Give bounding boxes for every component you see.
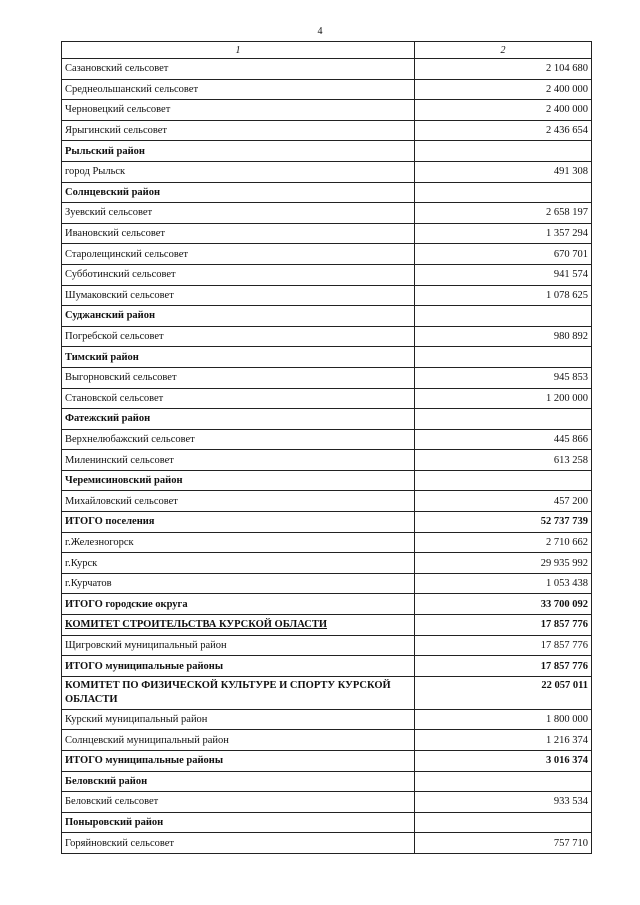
row-value: 1 200 000: [415, 388, 592, 409]
row-value: 22 057 011: [415, 676, 592, 709]
row-name: Ивановский сельсовет: [62, 223, 415, 244]
row-value: 29 935 992: [415, 553, 592, 574]
row-value: 457 200: [415, 491, 592, 512]
total-row: [62, 594, 592, 615]
row-name: Старолещинский сельсовет: [62, 244, 415, 265]
row-name: г.Железногорск: [62, 532, 415, 553]
row-value: 445 866: [415, 429, 592, 450]
row-name: Михайловский сельсовет: [62, 491, 415, 512]
row-value: 2 658 197: [415, 203, 592, 224]
table-row: [62, 450, 592, 471]
row-name: Фатежский район: [62, 409, 415, 430]
row-value: 941 574: [415, 264, 592, 285]
table-row: [62, 573, 592, 594]
row-value: [415, 812, 592, 833]
table-body: [62, 59, 592, 854]
row-name: Горяйновский сельсовет: [62, 833, 415, 854]
row-name: Миленинский сельсовет: [62, 450, 415, 471]
row-name: КОМИТЕТ СТРОИТЕЛЬСТВА КУРСКОЙ ОБЛАСТИ: [65, 619, 328, 631]
district-heading-row: [62, 306, 592, 327]
row-name: Солнцевский район: [62, 182, 415, 203]
row-name: Курский муниципальный район: [62, 709, 415, 730]
district-heading-row: [62, 347, 592, 368]
row-name: Рыльский район: [62, 141, 415, 162]
row-name: ИТОГО муниципальные районы: [62, 656, 415, 677]
row-value: 2 710 662: [415, 532, 592, 553]
table-row: [62, 59, 592, 80]
row-value: [415, 470, 592, 491]
table-row: [62, 491, 592, 512]
table-row: [62, 100, 592, 121]
row-name: Черемисиновский район: [62, 470, 415, 491]
row-name: ИТОГО поселения: [62, 512, 415, 533]
row-value: 33 700 092: [415, 594, 592, 615]
table-row: [62, 285, 592, 306]
row-name: Субботинский сельсовет: [62, 264, 415, 285]
row-value: 1 053 438: [415, 573, 592, 594]
row-name: Черновецкий сельсовет: [62, 100, 415, 121]
row-value: 670 701: [415, 244, 592, 265]
row-name: Среднеольшанский сельсовет: [62, 79, 415, 100]
row-value: [415, 141, 592, 162]
row-value: 2 400 000: [415, 100, 592, 121]
table-row: [62, 833, 592, 854]
district-heading-row: [62, 182, 592, 203]
table-row: [62, 553, 592, 574]
committee-heading-row: [62, 676, 592, 709]
district-heading-row: [62, 409, 592, 430]
row-name: г.Курчатов: [62, 573, 415, 594]
row-name: Ярыгинский сельсовет: [62, 120, 415, 141]
row-value: [415, 409, 592, 430]
row-value: 2 400 000: [415, 79, 592, 100]
row-value: 2 104 680: [415, 59, 592, 80]
row-name: Тимский район: [62, 347, 415, 368]
district-heading-row: [62, 771, 592, 792]
header-row: [62, 42, 592, 59]
row-name: Погребской сельсовет: [62, 326, 415, 347]
row-value: 933 534: [415, 792, 592, 813]
table-row: [62, 223, 592, 244]
row-value: 52 737 739: [415, 512, 592, 533]
row-name: Шумаковский сельсовет: [62, 285, 415, 306]
page-number: 4: [317, 26, 323, 37]
row-value: 17 857 776: [415, 635, 592, 656]
allocation-table: [61, 41, 592, 854]
column-header-1: 1: [62, 42, 415, 59]
row-value: 757 710: [415, 833, 592, 854]
table-row: [62, 429, 592, 450]
total-row: [62, 512, 592, 533]
row-name: Суджанский район: [62, 306, 415, 327]
row-name: Верхнелюбажский сельсовет: [62, 429, 415, 450]
table-row: [62, 161, 592, 182]
district-heading-row: [62, 141, 592, 162]
row-name: ИТОГО городские округа: [62, 594, 415, 615]
table-row: [62, 120, 592, 141]
row-value: 1 800 000: [415, 709, 592, 730]
district-heading-row: [62, 812, 592, 833]
table-row: [62, 792, 592, 813]
row-value: [415, 306, 592, 327]
row-name: ИТОГО муниципальные районы: [62, 751, 415, 772]
district-heading-row: [62, 470, 592, 491]
table-row: [62, 79, 592, 100]
row-name: Беловский сельсовет: [62, 792, 415, 813]
committee-heading-row: [62, 615, 592, 636]
total-row: [62, 751, 592, 772]
table-row: [62, 388, 592, 409]
table-row: [62, 532, 592, 553]
row-name: Становской сельсовет: [62, 388, 415, 409]
row-name: г.Курск: [62, 553, 415, 574]
row-value: 945 853: [415, 367, 592, 388]
row-name: Зуевский сельсовет: [62, 203, 415, 224]
table-row: [62, 730, 592, 751]
table-row: [62, 709, 592, 730]
row-name: Сазановский сельсовет: [62, 59, 415, 80]
table-row: [62, 264, 592, 285]
table-row: [62, 367, 592, 388]
row-name: Щигровский муниципальный район: [62, 635, 415, 656]
row-name: Солнцевский муниципальный район: [62, 730, 415, 751]
row-value: 1 078 625: [415, 285, 592, 306]
column-header-2: 2: [415, 42, 592, 59]
row-value: 2 436 654: [415, 120, 592, 141]
table-row: [62, 635, 592, 656]
table-row: [62, 203, 592, 224]
row-value: 980 892: [415, 326, 592, 347]
row-name: Беловский район: [62, 771, 415, 792]
table-header: [62, 42, 592, 59]
row-name: город Рыльск: [62, 161, 415, 182]
row-name: Поныровский район: [62, 812, 415, 833]
table-row: [62, 326, 592, 347]
row-value: [415, 347, 592, 368]
row-value: 3 016 374: [415, 751, 592, 772]
row-value: [415, 771, 592, 792]
total-row: [62, 656, 592, 677]
row-value: 17 857 776: [415, 615, 592, 636]
table-row: [62, 244, 592, 265]
row-value: 613 258: [415, 450, 592, 471]
row-name: Выгорновский сельсовет: [62, 367, 415, 388]
row-value: 1 357 294: [415, 223, 592, 244]
row-name: КОМИТЕТ ПО ФИЗИЧЕСКОЙ КУЛЬТУРЕ И СПОРТУ КУРСКОЙ ОБЛАСТИ: [62, 676, 415, 709]
row-value: [415, 182, 592, 203]
row-value: 491 308: [415, 161, 592, 182]
row-value: 1 216 374: [415, 730, 592, 751]
row-value: 17 857 776: [415, 656, 592, 677]
